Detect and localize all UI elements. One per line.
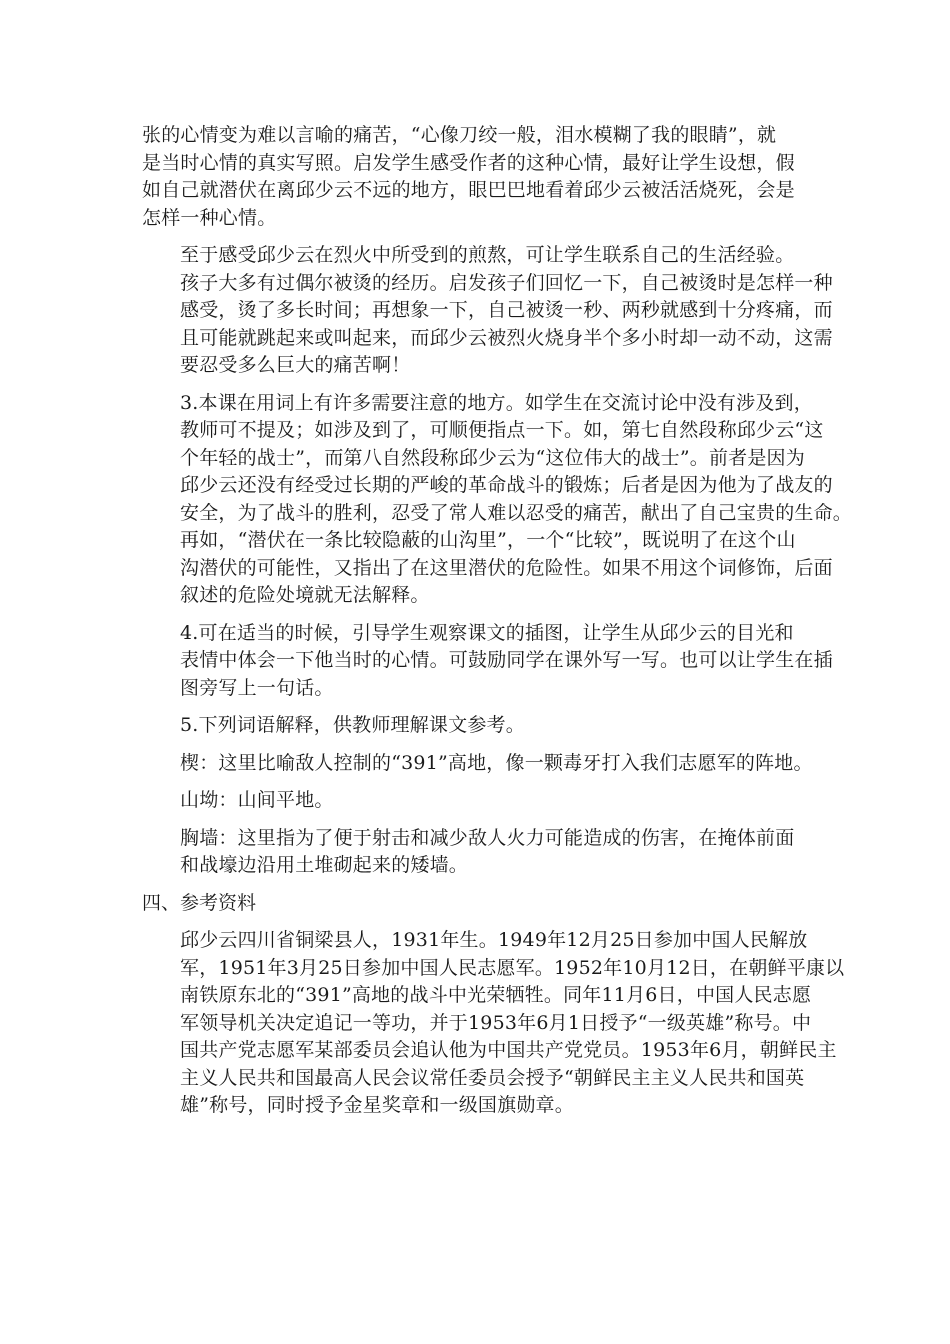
text-line: 和战壕边沿用土堆砌起来的矮墙。	[180, 854, 469, 876]
document-page	[142, 122, 853, 1130]
text-line: 胸墙：这里指为了便于射击和减少敌人火力可能造成的伤害，在掩体前面	[180, 826, 795, 849]
glossary-item-shanao	[142, 787, 808, 815]
glossary-item-xiongqiang	[142, 825, 808, 880]
text-line: 5.下列词语解释，供教师理解课文参考。	[180, 714, 525, 736]
text-line: 叙述的危险处境就无法解释。	[180, 584, 430, 606]
paragraph-item-5	[142, 712, 808, 740]
text-line: 楔：这里比喻敌人控制的“391”高地，像一颗毒牙打入我们志愿军的阵地。	[180, 751, 813, 774]
paragraph-feeling	[142, 242, 833, 380]
text-line: 主义人民共和国最高人民会议常任委员会授予“朝鲜民主主义人民共和国英	[180, 1066, 805, 1089]
text-line: 4.可在适当的时候，引导学生观察课文的插图，让学生从邱少云的目光和	[180, 621, 794, 644]
text-line: 沟潜伏的可能性，又指出了在这里潜伏的危险性。如果不用这个词修饰，后面	[180, 556, 833, 579]
text-line: 且可能就跳起来或叫起来，而邱少云被烈火烧身半个多小时却一动不动，这需	[180, 326, 833, 349]
text-line: 再如，“潜伏在一条比较隐蔽的山沟里”，一个“比较”，既说明了在这个山	[180, 529, 796, 551]
text-line: 山坳：山间平地。	[180, 789, 334, 811]
text-line: 张的心情变为难以言喻的痛苦，“心像刀绞一般，泪水模糊了我的眼睛”，就	[142, 124, 777, 146]
text-line: 怎样一种心情。	[142, 206, 277, 229]
text-line: 军，1951年3月25日参加中国人民志愿军。1952年10月12日，在朝鲜平康以	[180, 956, 845, 979]
text-line: 邱少云还没有经受过长期的严峻的革命战斗的锻炼；后者是因为他为了战友的	[180, 474, 833, 496]
text-line: 邱少云四川省铜梁县人，1931年生。1949年12月25日参加中国人民解放	[180, 929, 808, 951]
text-line: 感受，烫了多长时间；再想象一下，自己被烫一秒、两秒就感到十分疼痛，而	[180, 299, 833, 321]
text-line: 安全，为了战斗的胜利，忍受了常人难以忍受的痛苦，献出了自己宝贵的生命。	[180, 501, 853, 524]
reference-paragraph	[142, 927, 845, 1120]
text-line: 3.本课在用词上有许多需要注意的地方。如学生在交流讨论中没有涉及到，	[180, 391, 813, 414]
text-line: 图旁写上一句话。	[180, 676, 334, 699]
text-line: 是当时心情的真实写照。启发学生感受作者的这种心情，最好让学生设想，假	[142, 151, 795, 174]
text-line: 表情中体会一下他当时的心情。可鼓励同学在课外写一写。也可以让学生在插	[180, 649, 833, 671]
text-line: 军领导机关决定追记一等功，并于1953年6月1日授予“一级英雄”称号。中	[180, 1011, 812, 1034]
text-line: 孩子大多有过偶尔被烫的经历。启发孩子们回忆一下，自己被烫时是怎样一种	[180, 271, 833, 294]
section-heading: 四、参考资料	[142, 891, 257, 914]
text-line: 要忍受多么巨大的痛苦啊！	[180, 354, 411, 376]
paragraph-item-4	[142, 620, 833, 703]
text-line: 个年轻的战士”，而第八自然段称邱少云为“这位伟大的战士”。前者是因为	[180, 446, 805, 469]
paragraph-item-3	[142, 390, 853, 610]
text-line: 南铁原东北的“391”高地的战斗中光荣牺牲。同年11月6日，中国人民志愿	[180, 984, 812, 1006]
text-line: 如自己就潜伏在离邱少云不远的地方，眼巴巴地看着邱少云被活活烧死，会是	[142, 179, 795, 201]
paragraph-continued	[142, 122, 808, 232]
text-line: 雄”称号，同时授予金星奖章和一级国旗勋章。	[180, 1094, 574, 1116]
glossary-item-xie	[142, 750, 813, 778]
text-line: 至于感受邱少云在烈火中所受到的煎熬，可让学生联系自己的生活经验。	[180, 244, 795, 266]
text-line: 教师可不提及；如涉及到了，可顺便指点一下。如，第七自然段称邱少云“这	[180, 419, 824, 441]
text-line: 国共产党志愿军某部委员会追认他为中国共产党党员。1953年6月，朝鲜民主	[180, 1039, 837, 1061]
